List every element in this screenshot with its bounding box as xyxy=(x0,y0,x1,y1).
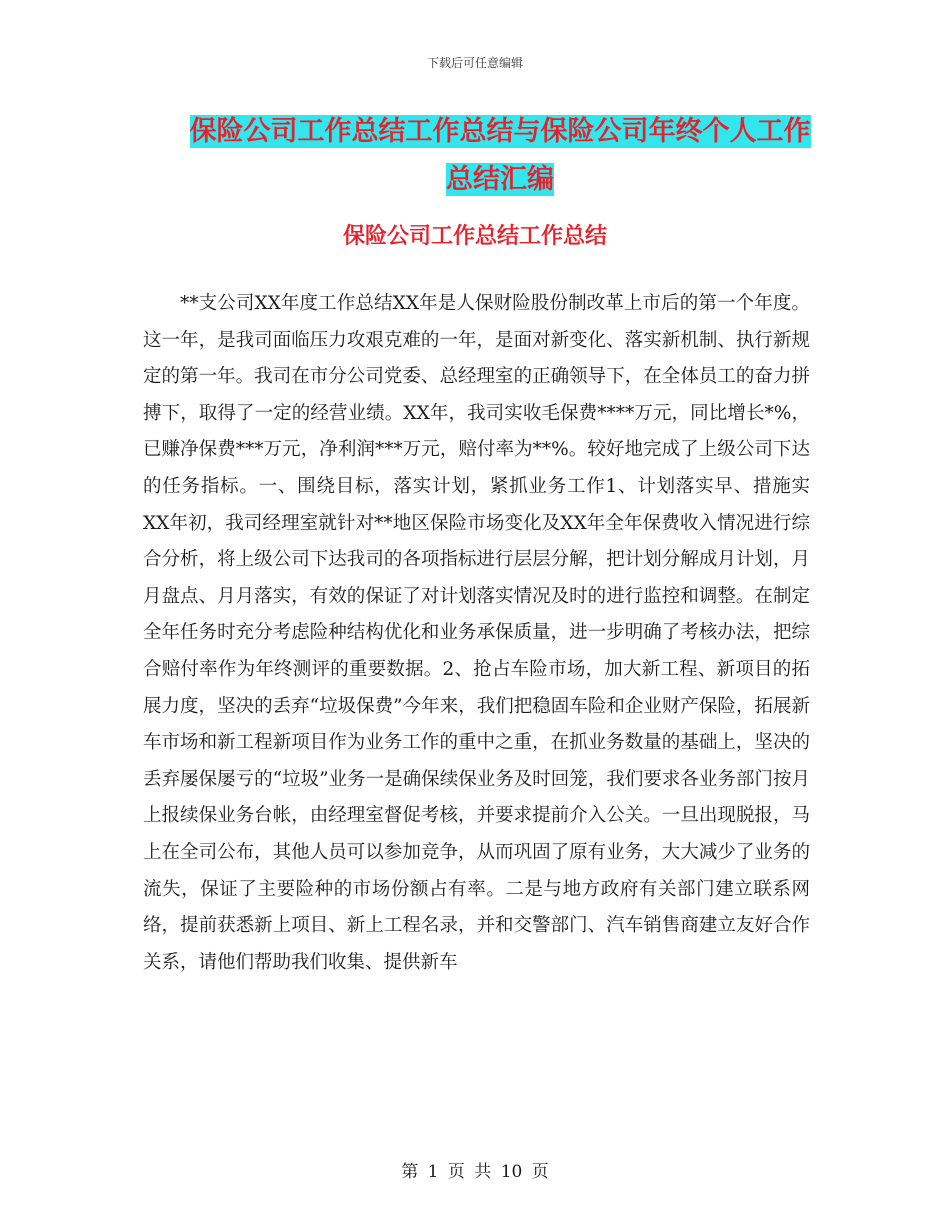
document-title-line-1: 保险公司工作总结工作总结与保险公司年终个人工作 xyxy=(189,116,811,147)
document-title xyxy=(180,108,820,204)
page-header-note: 下载后可任意编辑 xyxy=(426,56,523,70)
section-title: 保险公司工作总结工作总结 xyxy=(342,224,607,249)
page-number-footer: 第 1 页 共 10 页 xyxy=(401,1162,549,1182)
document-title-line-2: 总结汇编 xyxy=(446,164,554,195)
body-paragraph: **支公司XX年度工作总结XX年是人保财险股份制改革上市后的第一个年度。这一年，是我司面临压力攻艰克难的一年，是面对新变化、落实新机制、执行新规定的第一年。我司在市分公司党委、总经理室的正确领导下，在全体员工的奋力拼搏下，取得了一定的经营业绩。XX年，我司实收毛保费****万元，同比增长*%，已赚净保费***万元，净利润***万元，赔付率为**%。较好地完成了上级公司下达的任务指标。一、围绕目标，落实计划，紧抓业务工作1、计划落实早、措施实XX年初，我司经理室就针对**地区保险市场变化及XX年全年保费收入情况进行综合分析，将上级公司下达我司的各项指标进行层层分解，把计划分解成月计划，月月盘点、月月落实，有效的保证了对计划落实情况及时的进行监控和调整。在制定全年任务时充分考虑险种结构优化和业务承保质量，进一步明确了考核办法，把综合赔付率作为年终测评的重要数据。2、抢占车险市场，加大新工程、新项目的拓展力度，坚决的丢弃“垃圾保费”今年来，我们把稳固车险和企业财产保险，拓展新车市场和新工程新项目作为业务工作的重中之重，在抓业务数量的基础上，坚决的丢弃屡保屡亏的“垃圾”业务一是确保续保业务及时回笼，我们要求各业务部门按月上报续保业务台帐，由经理室督促考核，并要求提前介入公关。一旦出现脱报，马上在全司公布，其他人员可以参加竞争，从而巩固了原有业务，大大减少了业务的流失，保证了主要险种的市场份额占有率。二是与地方政府有关部门建立联系网络，提前获悉新上项目、新上工程名录，并和交警部门、汽车销售商建立友好合作关系，请他们帮助我们收集、提供新车 xyxy=(143,293,810,973)
